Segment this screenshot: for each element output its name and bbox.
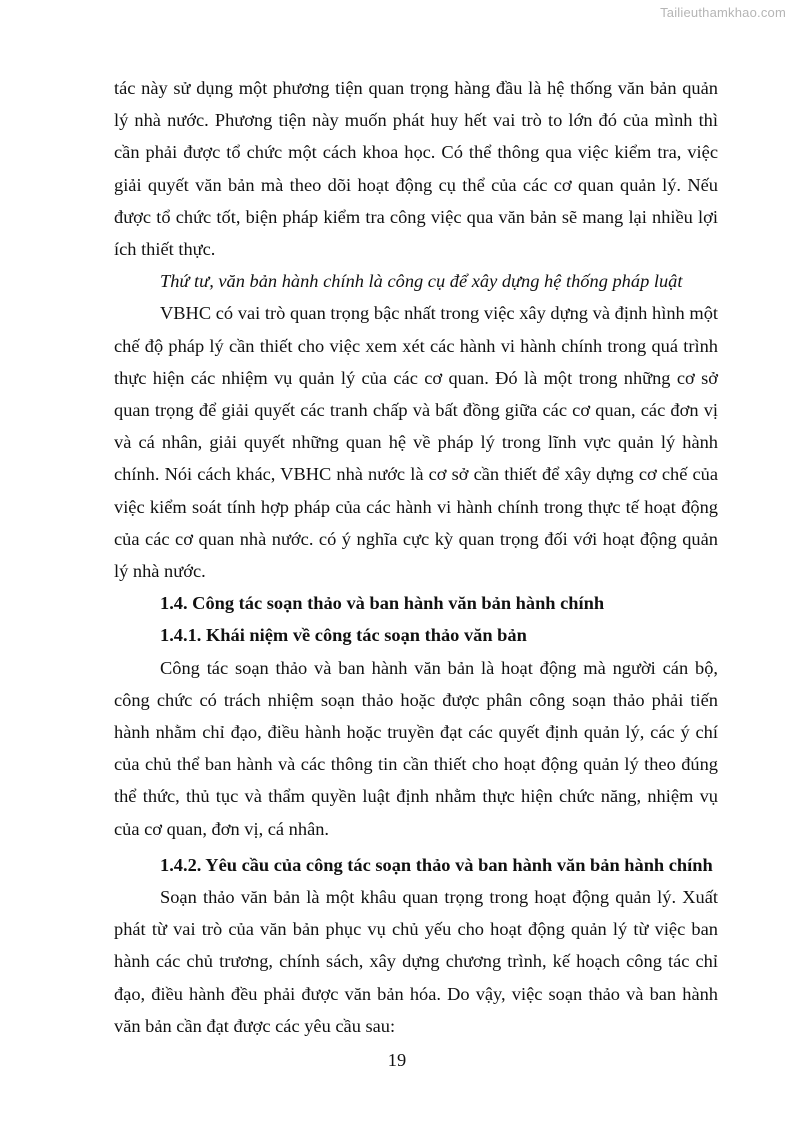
section-heading-1-4-2: 1.4.2. Yêu cầu của công tác soạn thảo và ban hành văn bản hành chính	[160, 854, 713, 875]
paragraph-2: VBHC có vai trò quan trọng bậc nhất trong việc xây dựng và định hình một chế độ pháp lý cần thiết cho việc xem xét các hành vi hành chính trong quá trình thực hiện các nhiệm vụ quản lý của các cơ quan. Đó là một trong những cơ sở quan trọng để giải quyết các tranh chấp và bất đồng giữa các cơ quan, các đơn vị và cá nhân, giải quyết những quan hệ về pháp lý trong lĩnh vực quản lý hành chính. Nói cách khác, VBHC nhà nước là cơ sở cần thiết để xây dựng cơ chế của việc kiểm soát tính hợp pháp của các hành vi hành chính trong thực tế hoạt động của các cơ quan nhà nước. có ý nghĩa cực kỳ quan trọng đối với hoạt động quản lý nhà nước.	[114, 303, 718, 582]
watermark: Tailieuthamkhao.com	[660, 5, 786, 20]
paragraph-1: tác này sử dụng một phương tiện quan trọng hàng đầu là hệ thống văn bản quản lý nhà nước. Phương tiện này muốn phát huy hết vai trò to lớn đó của mình thì cần phải được tổ chức một cách khoa học. Có thể thông qua việc kiểm tra, việc giải quyết văn bản mà theo dõi hoạt động cụ thể của các cơ quan quản lý. Nếu được tổ chức tốt, biện pháp kiểm tra công việc qua văn bản sẽ mang lại nhiều lợi ích thiết thực.	[114, 78, 718, 260]
section-heading-1-4: 1.4. Công tác soạn thảo và ban hành văn bản hành chính	[160, 593, 605, 614]
document-body	[114, 72, 718, 1042]
italic-subheading: Thứ tư, văn bản hành chính là công cụ để xây dựng hệ thống pháp luật	[160, 271, 683, 292]
section-heading-1-4-1: 1.4.1. Khái niệm về công tác soạn thảo văn bản	[160, 625, 527, 646]
paragraph-4: Soạn thảo văn bản là một khâu quan trọng trong hoạt động quản lý. Xuất phát từ vai trò của văn bản phục vụ chủ yếu cho hoạt động quản lý từ việc ban hành các chủ trương, chính sách, xây dựng chương trình, kế hoạch công tác chỉ đạo, điều hành đều phải được văn bản hóa. Do vậy, việc soạn thảo và ban hành văn bản cần đạt được các yêu cầu sau:	[114, 887, 718, 1036]
page-number: 19	[387, 1050, 407, 1070]
paragraph-3: Công tác soạn thảo và ban hành văn bản là hoạt động mà người cán bộ, công chức có trách nhiệm soạn thảo hoặc được phân công soạn thảo phải tiến hành nhằm chỉ đạo, điều hành hoặc truyền đạt các quyết định quản lý, các ý chí của chủ thể ban hành và các thông tin cần thiết cho hoạt động quản lý theo đúng thể thức, thủ tục và thẩm quyền luật định nhằm thực hiện chức năng, nhiệm vụ của cơ quan, đơn vị, cá nhân.	[114, 657, 718, 839]
